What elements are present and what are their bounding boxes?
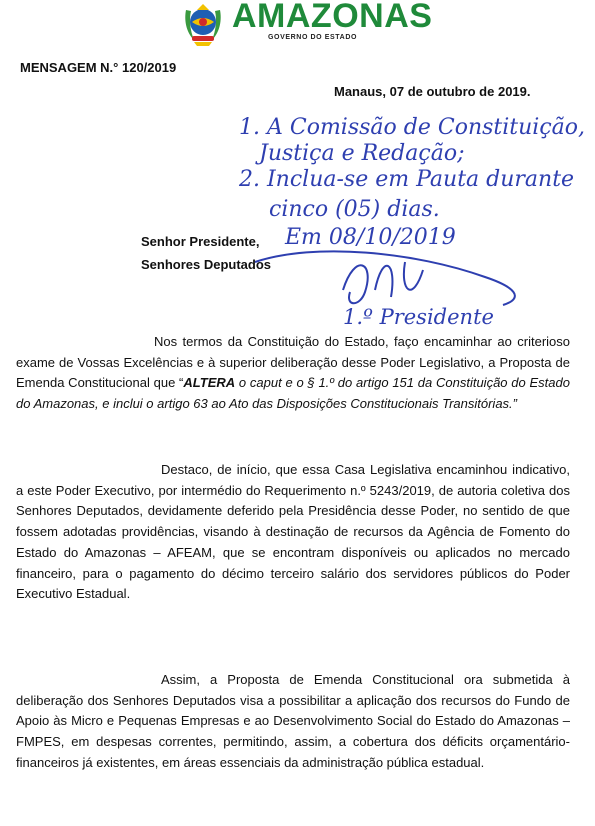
signature-caption: 1.º Presidente: [343, 305, 494, 329]
paragraph-1-intro: Nos termos da Constituição do Estado, faço encaminhar ao criterioso exame de Vossas Excelências e à superior deliberação desse Poder Legislativo, a Proposta de Emenda Constitucional que “: [16, 334, 570, 391]
salutation-line-1: Senhor Presidente,: [141, 234, 260, 249]
handwritten-line-5: Em 08/10/2019: [285, 225, 456, 250]
date-line: Manaus, 07 de outubro de 2019.: [334, 84, 531, 99]
brand-subtitle: GOVERNO DO ESTADO: [268, 34, 358, 41]
handwritten-line-3: 2. Inclua-se em Pauta durante: [239, 167, 575, 192]
paragraph-1: [16, 332, 570, 415]
handwritten-line-4: cinco (05) dias.: [269, 197, 440, 222]
state-coat-of-arms-icon: [180, 2, 226, 46]
message-number: MENSAGEM N.° 120/2019: [20, 60, 177, 75]
paragraph-1-quote: o caput e o § 1.º do artigo 151 da Constituição do Estado do Amazonas, e inclui o artigo 63 ao Ato das Disposições Constitucionais Transitórias.”: [16, 375, 570, 412]
brand-title: AMAZONAS: [232, 0, 433, 35]
salutation-line-2: Senhores Deputados: [141, 257, 272, 272]
paragraph-3: Assim, a Proposta de Emenda Constitucional ora submetida à deliberação dos Senhores Deputados visa a possibilitar a aplicação dos recursos do Fundo de Apoio às Micro e Pequenas Empresas e ao Desenvolvimento Social do Estado do Amazonas – FMPES, em despesas correntes, permitindo, assim, a cobertura dos déficits orçamentário-financeiros já existentes, em áreas essenciais da administração pública estadual.: [16, 672, 570, 770]
handwritten-line-1: 1. A Comissão de Constituição,: [239, 115, 586, 140]
paragraph-1-altera: ALTERA: [183, 375, 236, 391]
paragraph-2: Destaco, de início, que essa Casa Legislativa encaminhou indicativo, a este Poder Executivo, por intermédio do Requerimento n.º 5243/2019, de autoria coletiva dos Senhores Deputados, devidamente deferido pela Presidência desse Poder, no sentido de que fossem adotadas providências, visando à destinação de recursos da Agência de Fomento do Estado do Amazonas – AFEAM, que se encontram disponíveis ou aplicados no mercado financeiro, para o pagamento do décimo terceiro salário dos servidores públicos do Poder Executivo Estadual.: [16, 462, 570, 602]
letterhead: [0, 0, 595, 50]
handwritten-line-2: Justiça e Redação;: [259, 141, 465, 166]
signature-scribble: [255, 251, 515, 305]
handwritten-dispatch-note: [225, 102, 595, 332]
